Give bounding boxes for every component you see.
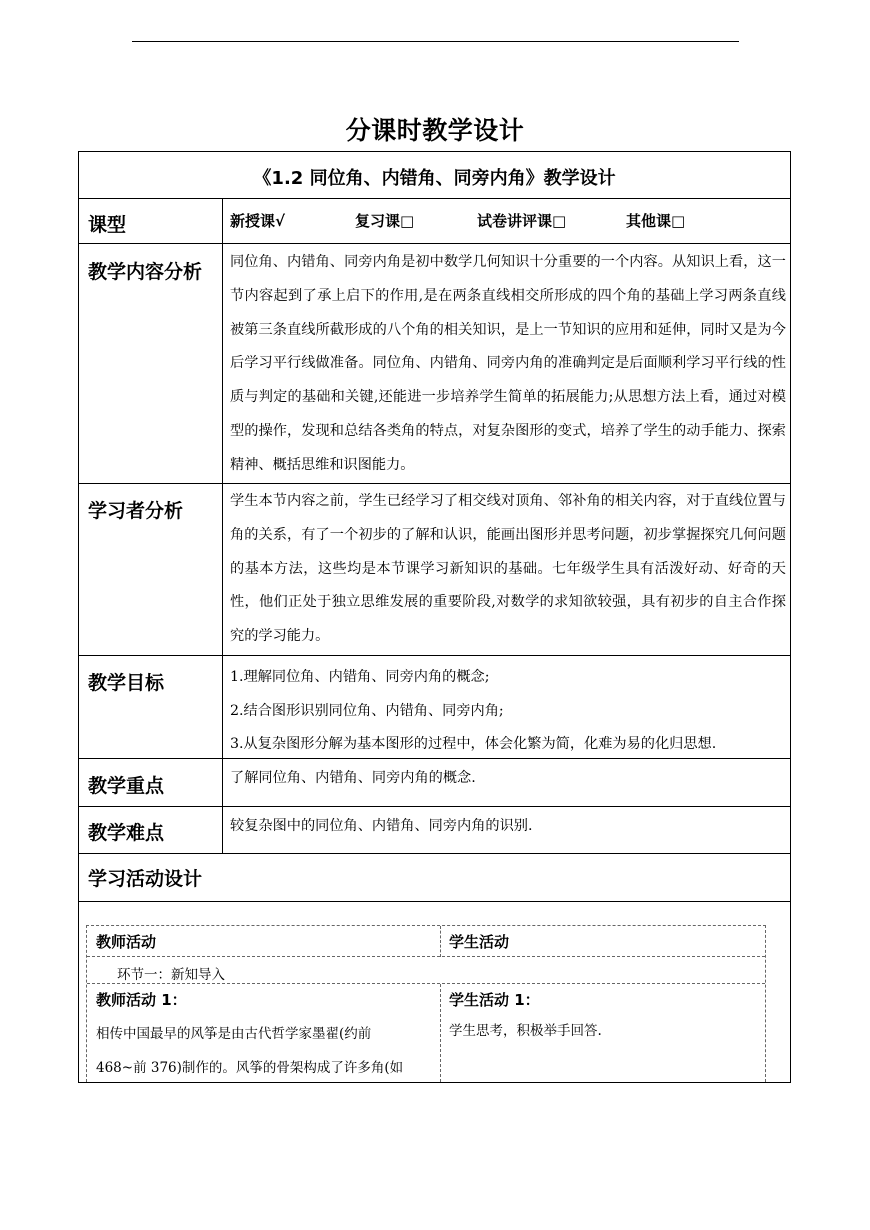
subtitle-row: [79, 152, 790, 199]
activity-design-label: 学习活动设计: [88, 868, 203, 890]
teacher-activity-line: 相传中国最早的风筝是由古代哲学家墨翟(约前: [96, 1026, 372, 1042]
objectives-label: 教学目标: [88, 672, 165, 694]
learner-analysis-label: 学习者分析: [88, 500, 184, 522]
section-title: 环节一：新知导入: [117, 967, 225, 983]
teacher-activity-header: 教师活动: [96, 933, 157, 951]
key-points-row: [79, 759, 790, 807]
activity-table: [86, 925, 766, 1082]
student-activity-text: 学生思考，积极举手回答.: [449, 1023, 602, 1039]
key-points-text: 了解同位角、内错角、同旁内角的概念.: [230, 770, 476, 786]
learner-analysis-text: 学生本节内容之前，学生已经学习了相交线对顶角、邻补角的相关内容，对于直线位置与角的关系，有了一个初步的了解和认识，能画出图形并思考问题，初步掌握探究几何问题的基本方法，这些均是本节课学习新知识的基础。七年级学生具有活泼好动、好奇的天性，他们正处于独立思维发展的重要阶段,对数学的求知欲较强，具有初步的自主合作探究的学习能力。: [230, 493, 786, 645]
objectives-row: [79, 656, 790, 759]
option-exam-review-lesson: 试卷讲评课□: [477, 212, 567, 230]
header-rule: [132, 41, 739, 42]
objective-item: 2.结合图形识别同位角、内错角、同旁内角;: [230, 703, 504, 719]
course-type-label: 课型: [88, 214, 127, 236]
activity-design-row: [79, 854, 790, 902]
teacher-activity-title: 教师活动 1：: [96, 991, 187, 1009]
option-other-lesson: 其他课□: [626, 212, 686, 230]
option-new-lesson: 新授课√: [230, 212, 286, 230]
lesson-subtitle: 《1.2 同位角、内错角、同旁内角》教学设计: [253, 168, 616, 189]
student-activity-header: 学生活动: [449, 933, 510, 951]
activity-header-row: [87, 926, 765, 957]
learner-analysis-row: [79, 484, 790, 656]
teacher-activity-line: 468~前 376)制作的。风筝的骨架构成了许多角(如: [96, 1060, 404, 1076]
difficulties-label: 教学难点: [88, 822, 165, 844]
key-points-label: 教学重点: [88, 775, 165, 797]
objective-item: 3.从复杂图形分解为基本图形的过程中，体会化繁为简，化难为易的化归思想.: [230, 736, 717, 752]
objective-item: 1.理解同位角、内错角、同旁内角的概念;: [230, 669, 490, 685]
difficulties-row: [79, 807, 790, 854]
course-type-row: [79, 199, 790, 244]
lesson-plan-table: [78, 151, 791, 1083]
page-title: 分课时教学设计: [345, 116, 525, 145]
difficulties-text: 较复杂图中的同位角、内错角、同旁内角的识别.: [230, 818, 533, 834]
content-analysis-label: 教学内容分析: [88, 261, 203, 283]
student-activity-title: 学生活动 1：: [449, 991, 540, 1009]
content-analysis-text: 同位角、内错角、同旁内角是初中数学几何知识十分重要的一个内容。从知识上看，这一节内容起到了承上启下的作用,是在两条直线相交所形成的四个角的基础上学习两条直线被第三条直线所截形成的八个角的相关知识，是上一节知识的应用和延伸，同时又是为今后学习平行线做准备。同位角、内错角、同旁内角的准确判定是后面顺利学习平行线的性质与判定的基础和关键,还能进一步培养学生简单的拓展能力;从思想方法上看，通过对模型的操作，发现和总结各类角的特点，对复杂图形的变式，培养了学生的动手能力、探索精神、概括思维和识图能力。: [230, 254, 786, 473]
content-analysis-row: [79, 244, 790, 484]
option-review-lesson: 复习课□: [355, 212, 415, 230]
